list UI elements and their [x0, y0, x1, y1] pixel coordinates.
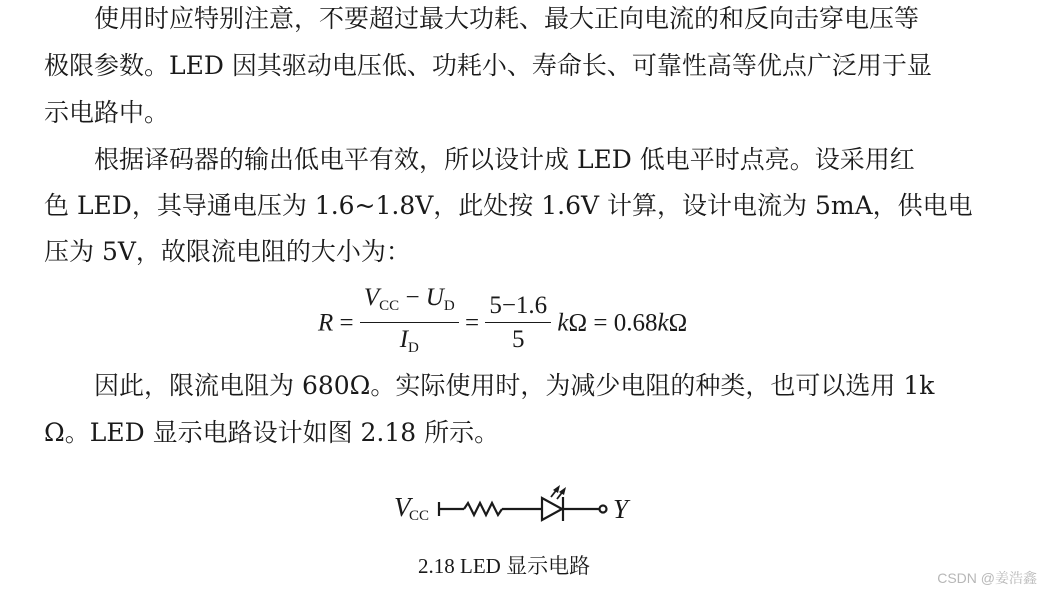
formula-result-omega: Ω: [668, 309, 688, 337]
paragraph-line-8: Ω。LED 显示电路设计如图 2.18 所示。: [44, 418, 500, 447]
formula-minus: −: [405, 284, 420, 311]
led-circuit-diagram: [392, 484, 642, 530]
formula-equals-2: =: [464, 309, 480, 337]
circuit-wiring: [439, 497, 607, 521]
formula-result-k: k: [657, 309, 669, 337]
paragraph-line-5: 色 LED，其导通电压为 1.6~1.8V，此处按 1.6V 计算，设计电流为 5mA，供电电: [44, 191, 973, 220]
led-light-arrows-icon: [551, 485, 566, 499]
formula-id-sub: D: [408, 340, 419, 356]
paragraph-line-7: 因此，限流电阻为 680Ω。实际使用时，为减少电阻的种类，也可以选用 1k: [44, 371, 935, 400]
formula-equals-1: =: [339, 309, 354, 337]
formula-result: 0.68: [613, 309, 658, 337]
formula-unit-omega: Ω: [568, 309, 588, 337]
circuit-vcc-sub: CC: [409, 508, 430, 524]
formula-fraction-symbolic: [360, 282, 459, 365]
csdn-watermark: CSDN @姜浩鑫: [937, 570, 1037, 586]
formula-lhs: R: [318, 309, 334, 337]
formula-vcc-sub: CC: [379, 298, 400, 314]
formula-numeric-denominator: 5: [511, 326, 525, 353]
paragraph-line-1: 使用时应特别注意，不要超过最大功耗、最大正向电流的和反向击穿电压等: [44, 4, 920, 33]
paragraph-line-3: 示电路中。: [44, 98, 170, 127]
resistor-formula: [318, 282, 687, 356]
paragraph-line-6: 压为 5V，故限流电阻的大小为：: [44, 237, 411, 266]
resistor-symbol: [464, 503, 502, 515]
circuit-vcc-label: V: [394, 492, 411, 522]
paragraph-line-2: 极限参数。LED 因其驱动电压低、功耗小、寿命长、可靠性高等优点广泛用于显: [44, 51, 932, 80]
led-triangle: [542, 498, 562, 520]
formula-unit-k: k: [557, 309, 569, 337]
formula-equals-3: =: [593, 309, 608, 337]
formula-numeric-numerator: 5−1.6: [485, 290, 551, 323]
output-node: [600, 506, 607, 513]
formula-id: I: [399, 326, 409, 353]
circuit-y-label: Y: [613, 494, 629, 524]
formula-vcc: V: [363, 284, 380, 311]
paragraph-line-4: 根据译码器的输出低电平有效，所以设计成 LED 低电平时点亮。设采用红: [44, 145, 915, 174]
formula-fraction-numeric: [485, 290, 551, 357]
formula-ud-sub: D: [443, 298, 455, 314]
formula-ud: U: [425, 284, 444, 311]
figure-caption: 2.18 LED 显示电路: [418, 554, 591, 578]
